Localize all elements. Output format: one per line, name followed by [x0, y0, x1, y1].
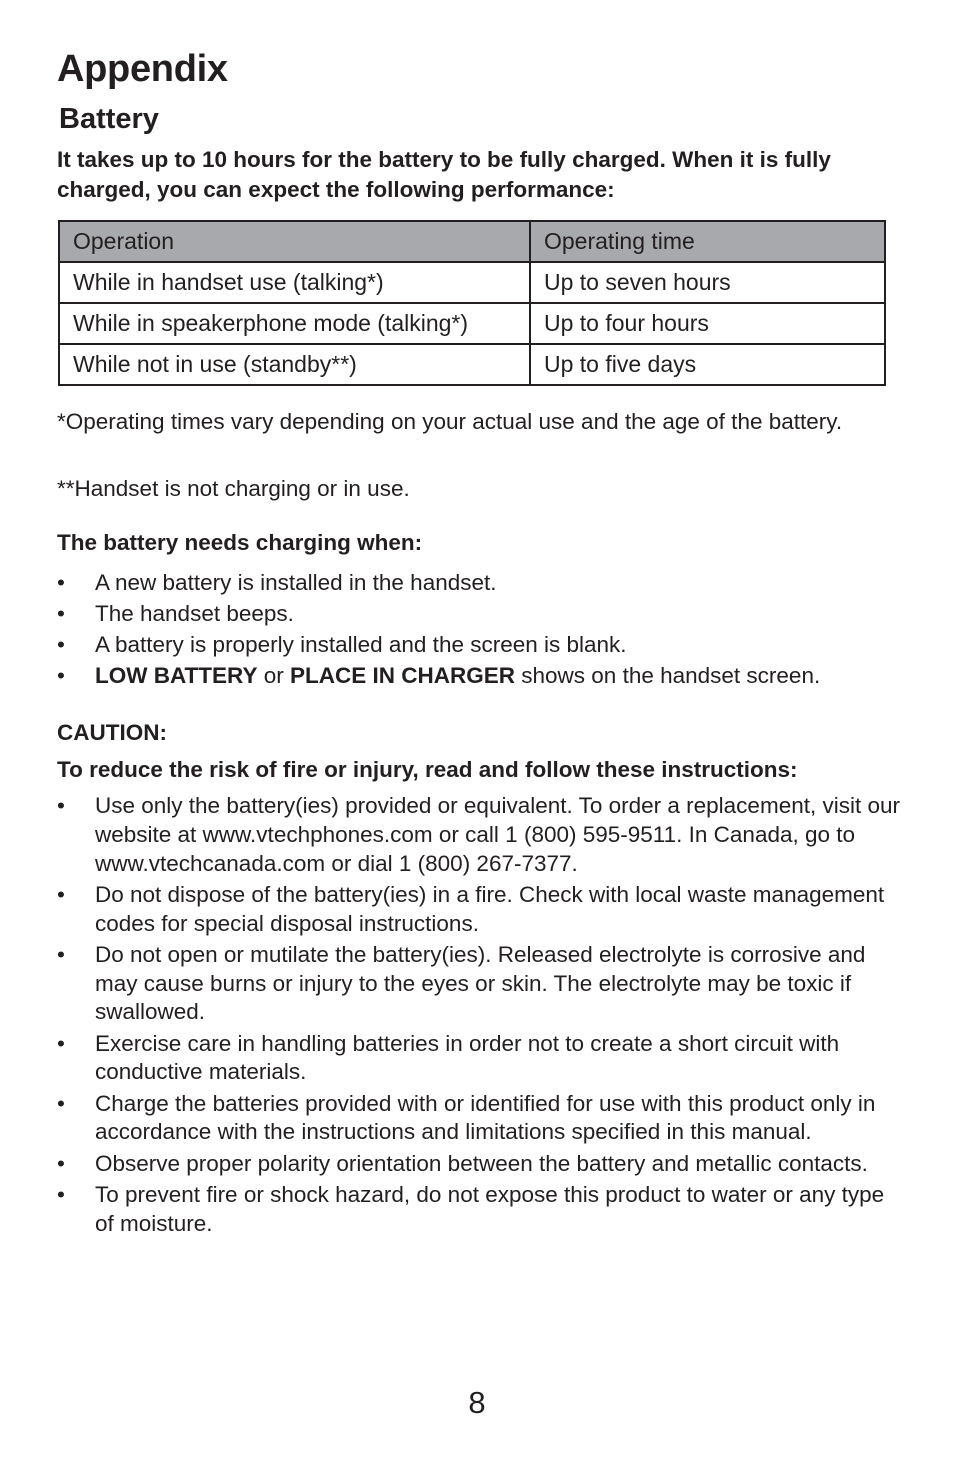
page-number: 8 — [468, 1385, 486, 1420]
list-item: • Observe proper polarity orientation between the battery and metallic contacts. — [57, 1150, 907, 1179]
table-cell-time: Up to seven hours — [530, 262, 885, 303]
list-item — [57, 660, 907, 691]
footnote-operating-times: *Operating times vary depending on your actual use and the age of the battery. — [57, 409, 843, 434]
table-row — [59, 262, 885, 303]
table-cell-time: Up to five days — [530, 344, 885, 385]
list-item: • Exercise care in handling batteries in order not to create a short circuit with conductive materials. — [57, 1030, 907, 1088]
battery-performance-table — [58, 220, 886, 386]
place-in-charger-text: PLACE IN CHARGER — [290, 663, 516, 688]
charging-heading: The battery needs charging when: — [57, 530, 423, 555]
table-header-operation: Operation — [59, 221, 530, 262]
table-row — [59, 344, 885, 385]
table-header-operating-time: Operating time — [530, 221, 885, 262]
list-item: • Use only the battery(ies) provided or equivalent. To order a replacement, visit our website at www.vtechphones.com or call 1 (800) 595-9511. In Canada, go to www.vtechcanada.com or dial 1 (800) 267-7377. — [57, 792, 907, 878]
page-title: Appendix — [57, 48, 228, 90]
charging-list — [57, 567, 907, 691]
low-battery-text: LOW BATTERY — [95, 663, 258, 688]
caution-heading: CAUTION: — [57, 720, 167, 745]
list-item: • To prevent fire or shock hazard, do not expose this product to water or any type of moisture. — [57, 1181, 907, 1239]
table-cell-operation: While in handset use (talking*) — [59, 262, 530, 303]
list-item: • A new battery is installed in the handset. — [57, 567, 907, 598]
list-item: • A battery is properly installed and the screen is blank. — [57, 629, 907, 660]
table-header-row — [59, 221, 885, 262]
list-item: • Charge the batteries provided with or identified for use with this product only in accordance with the instructions and limitations specified in this manual. — [57, 1090, 907, 1148]
list-item: • The handset beeps. — [57, 598, 907, 629]
list-item: • Do not open or mutilate the battery(ies). Released electrolyte is corrosive and may cause burns or injury to the eyes or skin. The electrolyte may be toxic if swallowed. — [57, 941, 907, 1027]
screen-text: shows on the handset screen. — [515, 663, 821, 688]
footnote-standby: **Handset is not charging or in use. — [57, 476, 410, 501]
table-cell-time: Up to four hours — [530, 303, 885, 344]
caution-subheading: To reduce the risk of fire or injury, read and follow these instructions: — [57, 757, 798, 782]
or-text: or — [257, 663, 290, 688]
list-item: • Do not dispose of the battery(ies) in a fire. Check with local waste management codes for special disposal instructions. — [57, 881, 907, 939]
table-cell-operation: While in speakerphone mode (talking*) — [59, 303, 530, 344]
intro-paragraph: It takes up to 10 hours for the battery to be fully charged. When it is fully charged, you can expect the following performance: — [57, 147, 831, 202]
table-cell-operation: While not in use (standby**) — [59, 344, 530, 385]
table-row — [59, 303, 885, 344]
caution-list — [57, 792, 907, 1241]
section-title: Battery — [59, 103, 159, 135]
